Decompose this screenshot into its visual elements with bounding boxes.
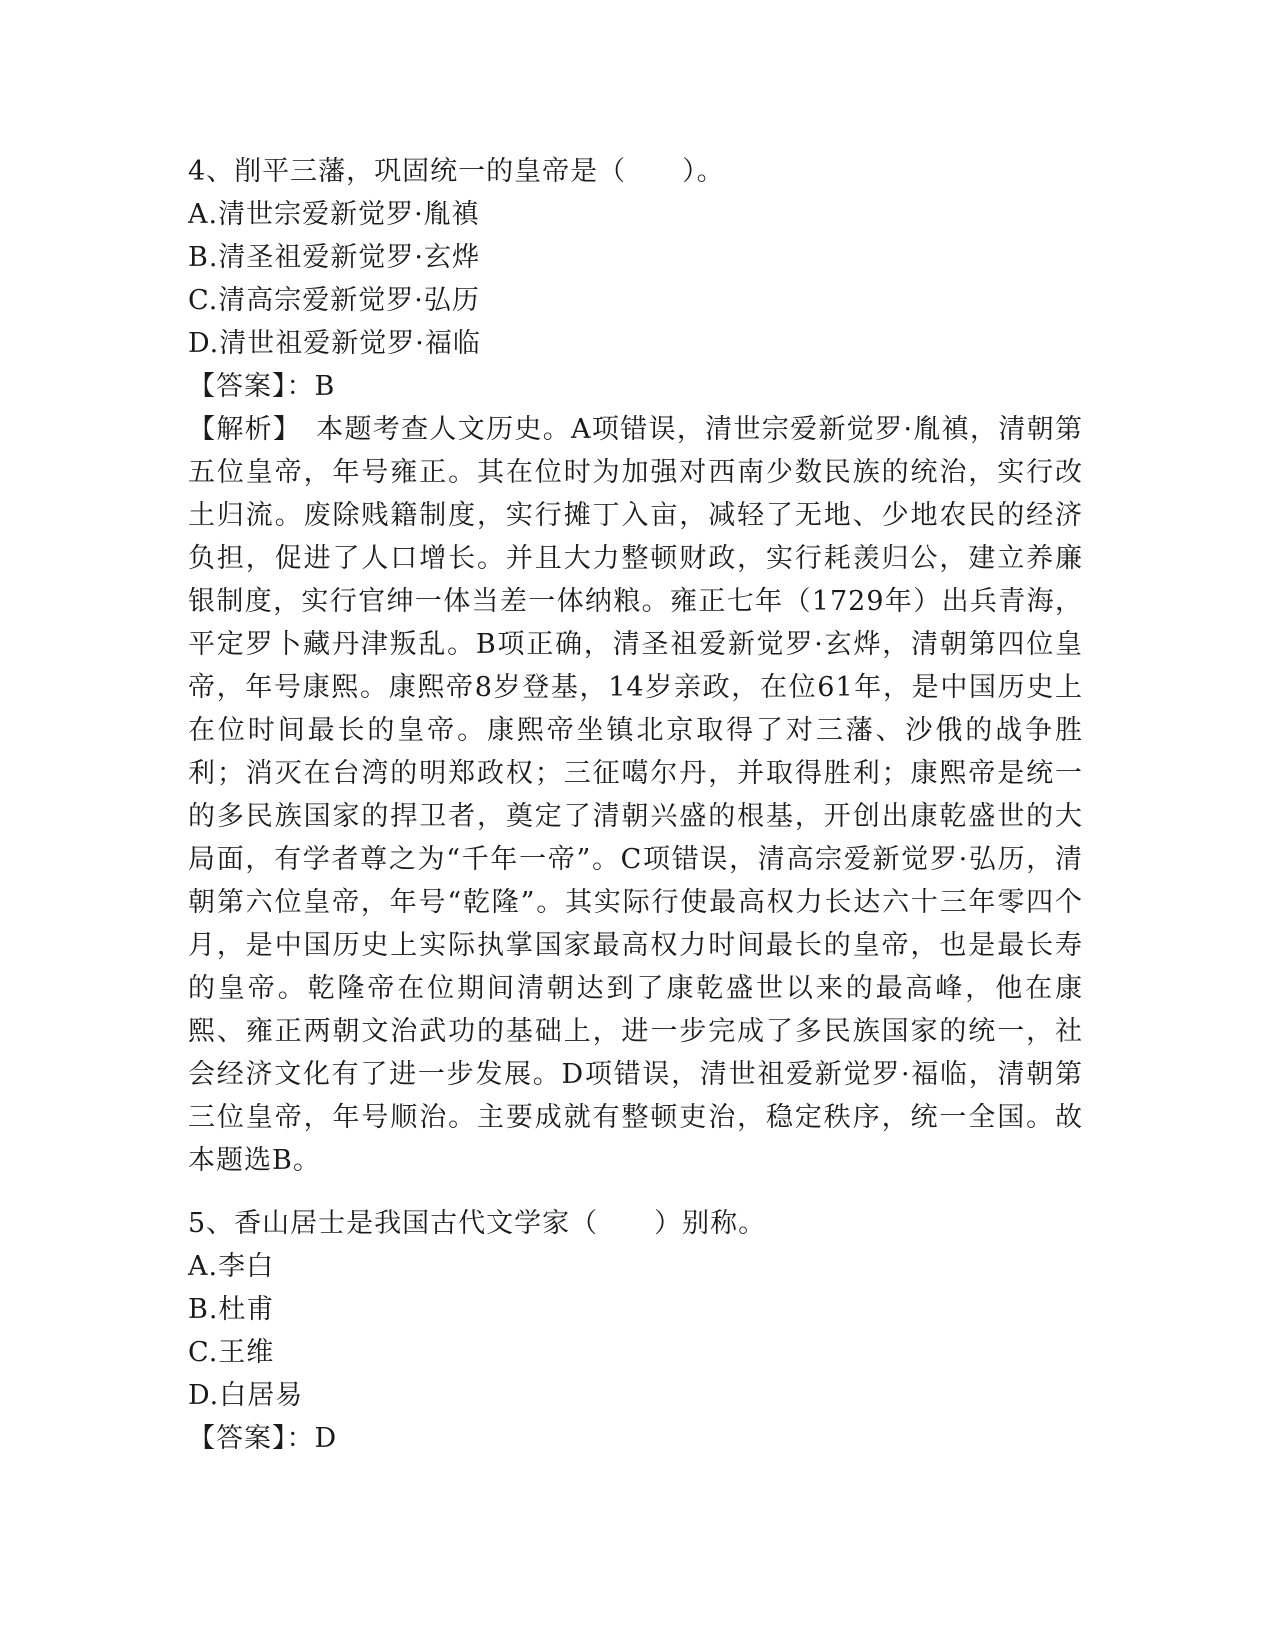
- question-stem: 4、削平三藩，巩固统一的皇帝是（ ）。: [188, 156, 725, 187]
- explanation: 【解析】 本题考查人文历史。A项错误，清世宗爱新觉罗·胤禛，清朝第五位皇帝，年号雍正。其在位时为加强对西南少数民族的统治，实行改土归流。废除贱籍制度，实行摊丁入亩，减轻了无地、少地农民的经济负担，促进了人口增长。并且大力整顿财政，实行耗羡归公，建立养廉银制度，实行官绅一体当差一体纳粮。雍正七年（1729年）出兵青海，平定罗卜藏丹津叛乱。B项正确，清圣祖爱新觉罗·玄烨，清朝第四位皇帝，年号康熙。康熙帝8岁登基，14岁亲政，在位61年，是中国历史上在位时间最长的皇帝。康熙帝坐镇北京取得了对三藩、沙俄的战争胜利；消灭在台湾的明郑政权；三征噶尔丹，并取得胜利；康熙帝是统一的多民族国家的捍卫者，奠定了清朝兴盛的根基，开创出康乾盛世的大局面，有学者尊之为“千年一帝”。C项错误，清高宗爱新觉罗·弘历，清朝第六位皇帝，年号“乾隆”。其实际行使最高权力长达六十三年零四个月，是中国历史上实际执掌国家最高权力时间最长的皇帝，也是最长寿的皇帝。乾隆帝在位期间清朝达到了康乾盛世以来的最高峰，他在康熙、雍正两朝文治武功的基础上，进一步完成了多民族国家的统一，社会经济文化有了进一步发展。D项错误，清世祖爱新觉罗·福临，清朝第三位皇帝，年号顺治。主要成就有整顿吏治，稳定秩序，统一全国。故本题选B。: [188, 414, 1083, 1176]
- question-spacer: [188, 1182, 1088, 1202]
- question-block: [188, 1202, 1088, 1460]
- option-d: D.清世祖爱新觉罗·福临: [188, 328, 481, 359]
- question-stem: 5、香山居士是我国古代文学家（ ）别称。: [188, 1208, 767, 1239]
- answer: 【答案】：D: [188, 1423, 338, 1454]
- option-a: A.李白: [188, 1251, 275, 1282]
- document-content: [188, 150, 1088, 1460]
- answer: 【答案】：B: [188, 371, 336, 402]
- option-d: D.白居易: [188, 1380, 304, 1411]
- option-c: C.王维: [188, 1337, 275, 1368]
- question-block: [188, 150, 1088, 1182]
- option-b: B.杜甫: [188, 1294, 275, 1325]
- option-c: C.清高宗爱新觉罗·弘历: [188, 285, 480, 316]
- option-a: A.清世宗爱新觉罗·胤禛: [188, 199, 480, 230]
- option-b: B.清圣祖爱新觉罗·玄烨: [188, 242, 481, 273]
